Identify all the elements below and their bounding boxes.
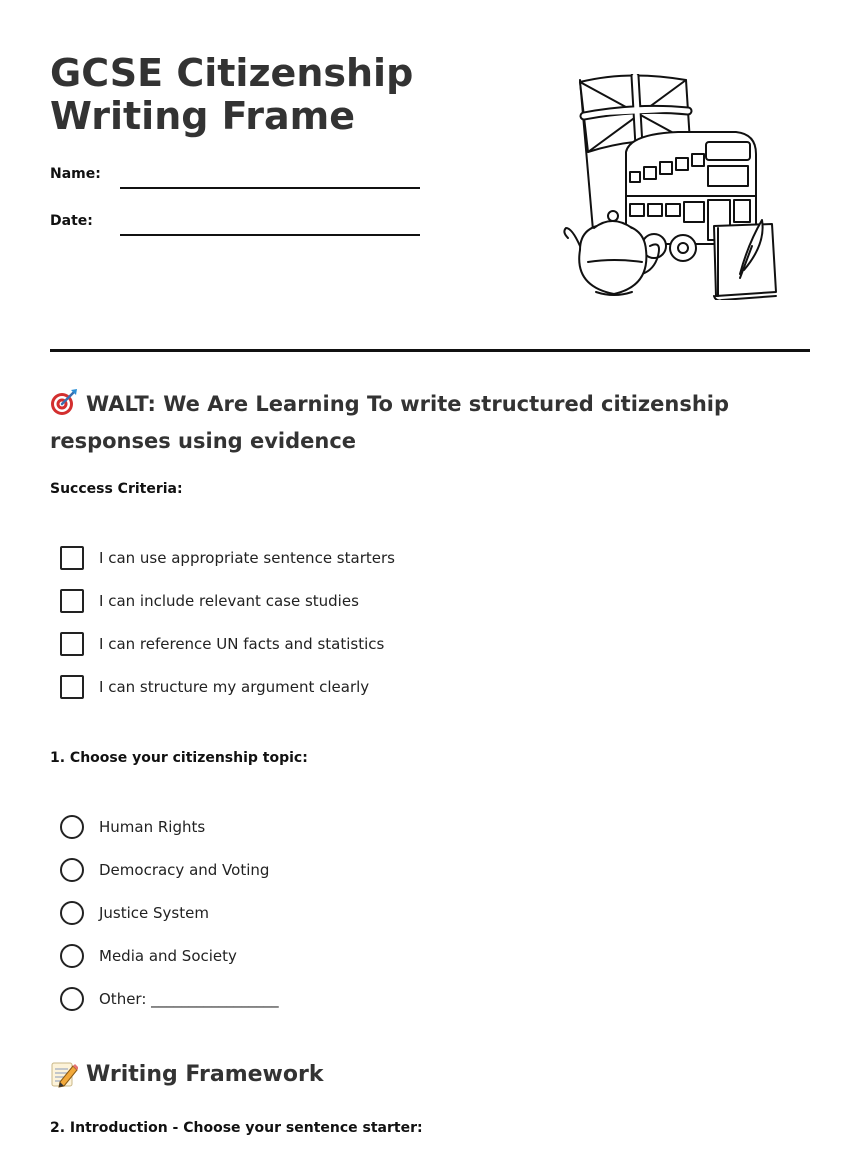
topic-option[interactable] [60,901,209,925]
date-field-line[interactable] [120,234,420,236]
criteria-item[interactable] [60,546,395,570]
criteria-label: I can reference UN facts and statistics [99,635,385,653]
walt-heading [50,386,770,460]
book-quill-icon [714,220,776,300]
page-title [50,52,413,138]
topic-question-label: 1. Choose your citizenship topic: [50,750,308,766]
name-label: Name: [50,166,101,182]
criteria-checkbox[interactable] [60,632,84,656]
criteria-label: I can structure my argument clearly [99,678,370,696]
topic-option-label: Democracy and Voting [99,861,270,879]
topic-option-label: Media and Society [99,947,237,965]
topic-radio[interactable] [60,858,84,882]
criteria-label: I can include relevant case studies [99,592,359,610]
criteria-checkbox[interactable] [60,589,84,613]
title-line-2: Writing Frame [50,94,355,138]
success-criteria-label: Success Criteria: [50,481,183,497]
criteria-item[interactable] [60,675,369,699]
topic-radio[interactable] [60,901,84,925]
writing-framework-title: Writing Framework [86,1061,324,1087]
topic-option[interactable] [60,987,279,1011]
walt-text-line-2: responses using evidence [50,429,357,453]
criteria-label: I can use appropriate sentence starters [99,549,395,567]
introduction-question-label: 2. Introduction - Choose your sentence starter: [50,1120,423,1136]
criteria-item[interactable] [60,589,359,613]
walt-text-line-1: WALT: We Are Learning To write structured citizenship [86,392,730,416]
date-label: Date: [50,213,93,229]
criteria-checkbox[interactable] [60,546,84,570]
topic-radio[interactable] [60,944,84,968]
writing-framework-heading [50,1060,323,1088]
topic-radio[interactable] [60,815,84,839]
header-divider [50,349,810,352]
topic-option-label: Justice System [99,904,209,922]
topic-option[interactable] [60,858,269,882]
topic-option-label: Human Rights [99,818,206,836]
criteria-checkbox[interactable] [60,675,84,699]
criteria-item[interactable] [60,632,384,656]
dart-target-icon [50,388,78,416]
memo-pencil-icon [50,1060,78,1088]
title-line-1: GCSE Citizenship [50,51,414,95]
uk-flag-bus-teapot-book-icon [558,74,780,300]
topic-option-label: Other: _________________ [99,990,279,1008]
topic-radio[interactable] [60,987,84,1011]
topic-option[interactable] [60,944,237,968]
name-field-line[interactable] [120,187,420,189]
topic-option[interactable] [60,815,205,839]
